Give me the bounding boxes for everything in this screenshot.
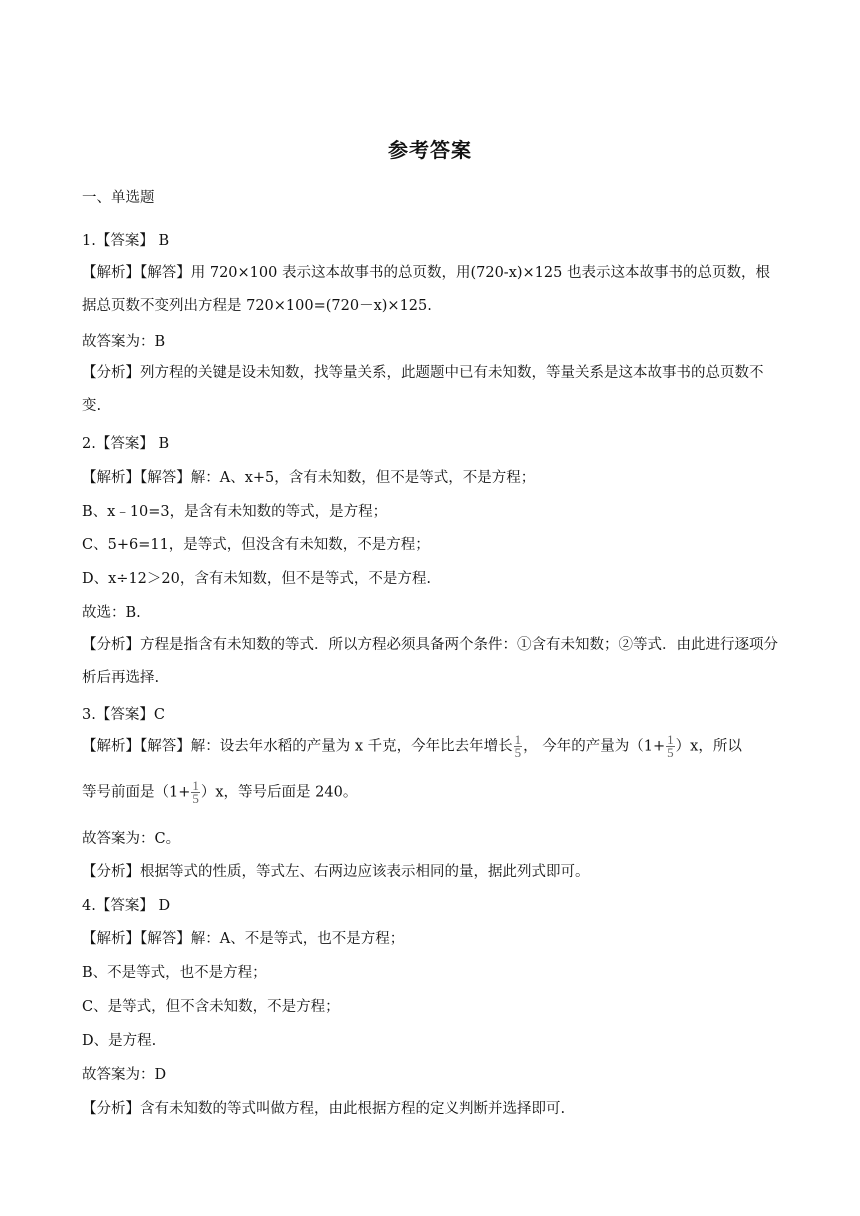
q2-explanation-c: C、5+6=11，是等式，但没含有未知数，不是方程； — [82, 537, 430, 553]
q3-explanation-line2 — [82, 780, 357, 805]
q1-analysis: 【分析】列方程的关键是设未知数，找等量关系，此题题中已有未知数，等量关系是这本故事书的总页数不变. — [82, 365, 764, 414]
q3-explanation-line1 — [82, 734, 742, 759]
q3-result: 故答案为：C。 — [82, 831, 181, 847]
q3-analysis: 【分析】根据等式的性质，等式左、右两边应该表示相同的量，据此列式即可。 — [82, 864, 590, 880]
q4-analysis: 【分析】含有未知数的等式叫做方程，由此根据方程的定义判断并选择即可. — [82, 1101, 566, 1117]
q3-text-part5: ）x，等号后面是 240。 — [200, 784, 358, 801]
q2-explanation-d: D、x÷12＞20，含有未知数，但不是等式，不是方程. — [82, 571, 431, 587]
q4-explanation-a: 【解析】【解答】解：A、不是等式，也不是方程； — [82, 931, 405, 947]
q3-text-part1: 【解析】【解答】解：设去年水稻的产量为 x 千克，今年比去年增长 — [82, 738, 513, 755]
q4-explanation-d: D、是方程. — [82, 1033, 157, 1049]
q4-explanation-b: B、不是等式，也不是方程； — [82, 965, 267, 981]
fraction-one-fifth: $\frac{1}{5}$ — [192, 778, 199, 806]
q4-answer: 4.【答案】 D — [82, 898, 171, 914]
q2-answer: 2.【答案】 B — [82, 436, 170, 452]
q3-text-part3: ）x，所以 — [675, 738, 742, 755]
q2-explanation-b: B、x﹣10=3，是含有未知数的等式，是方程； — [82, 504, 388, 520]
fraction-one-fifth: $\frac{1}{5}$ — [514, 732, 522, 760]
fraction-one-fifth: $\frac{1}{5}$ — [667, 732, 674, 760]
q2-analysis: 【分析】方程是指含有未知数的等式．所以方程必须具备两个条件：①含有未知数；②等式．由此进行逐项分析后再选择. — [82, 637, 778, 686]
q1-explanation: 【解析】【解答】用 720×100 表示这本故事书的总页数，用(720-x)×125 也表示这本故事书的总页数，根据总页数不变列出方程是 720×100=(720－x)×125. — [82, 265, 770, 314]
q4-explanation-c: C、是等式，但不含未知数，不是方程； — [82, 999, 340, 1015]
q1-result: 故答案为：B — [82, 334, 166, 350]
q3-text-part2: ， 今年的产量为（1+ — [523, 738, 666, 755]
section-heading: 一、单选题 — [82, 190, 155, 206]
q2-explanation-a: 【解析】【解答】解：A、x+5，含有未知数，但不是等式，不是方程； — [82, 470, 536, 486]
q3-answer: 3.【答案】C — [82, 707, 165, 723]
q1-answer: 1.【答案】 B — [82, 233, 170, 249]
page-title: 参考答案 — [388, 138, 472, 162]
q3-text-part4: 等号前面是（1+ — [82, 784, 191, 801]
q4-result: 故答案为：D — [82, 1067, 167, 1083]
q2-result: 故选：B. — [82, 605, 141, 621]
